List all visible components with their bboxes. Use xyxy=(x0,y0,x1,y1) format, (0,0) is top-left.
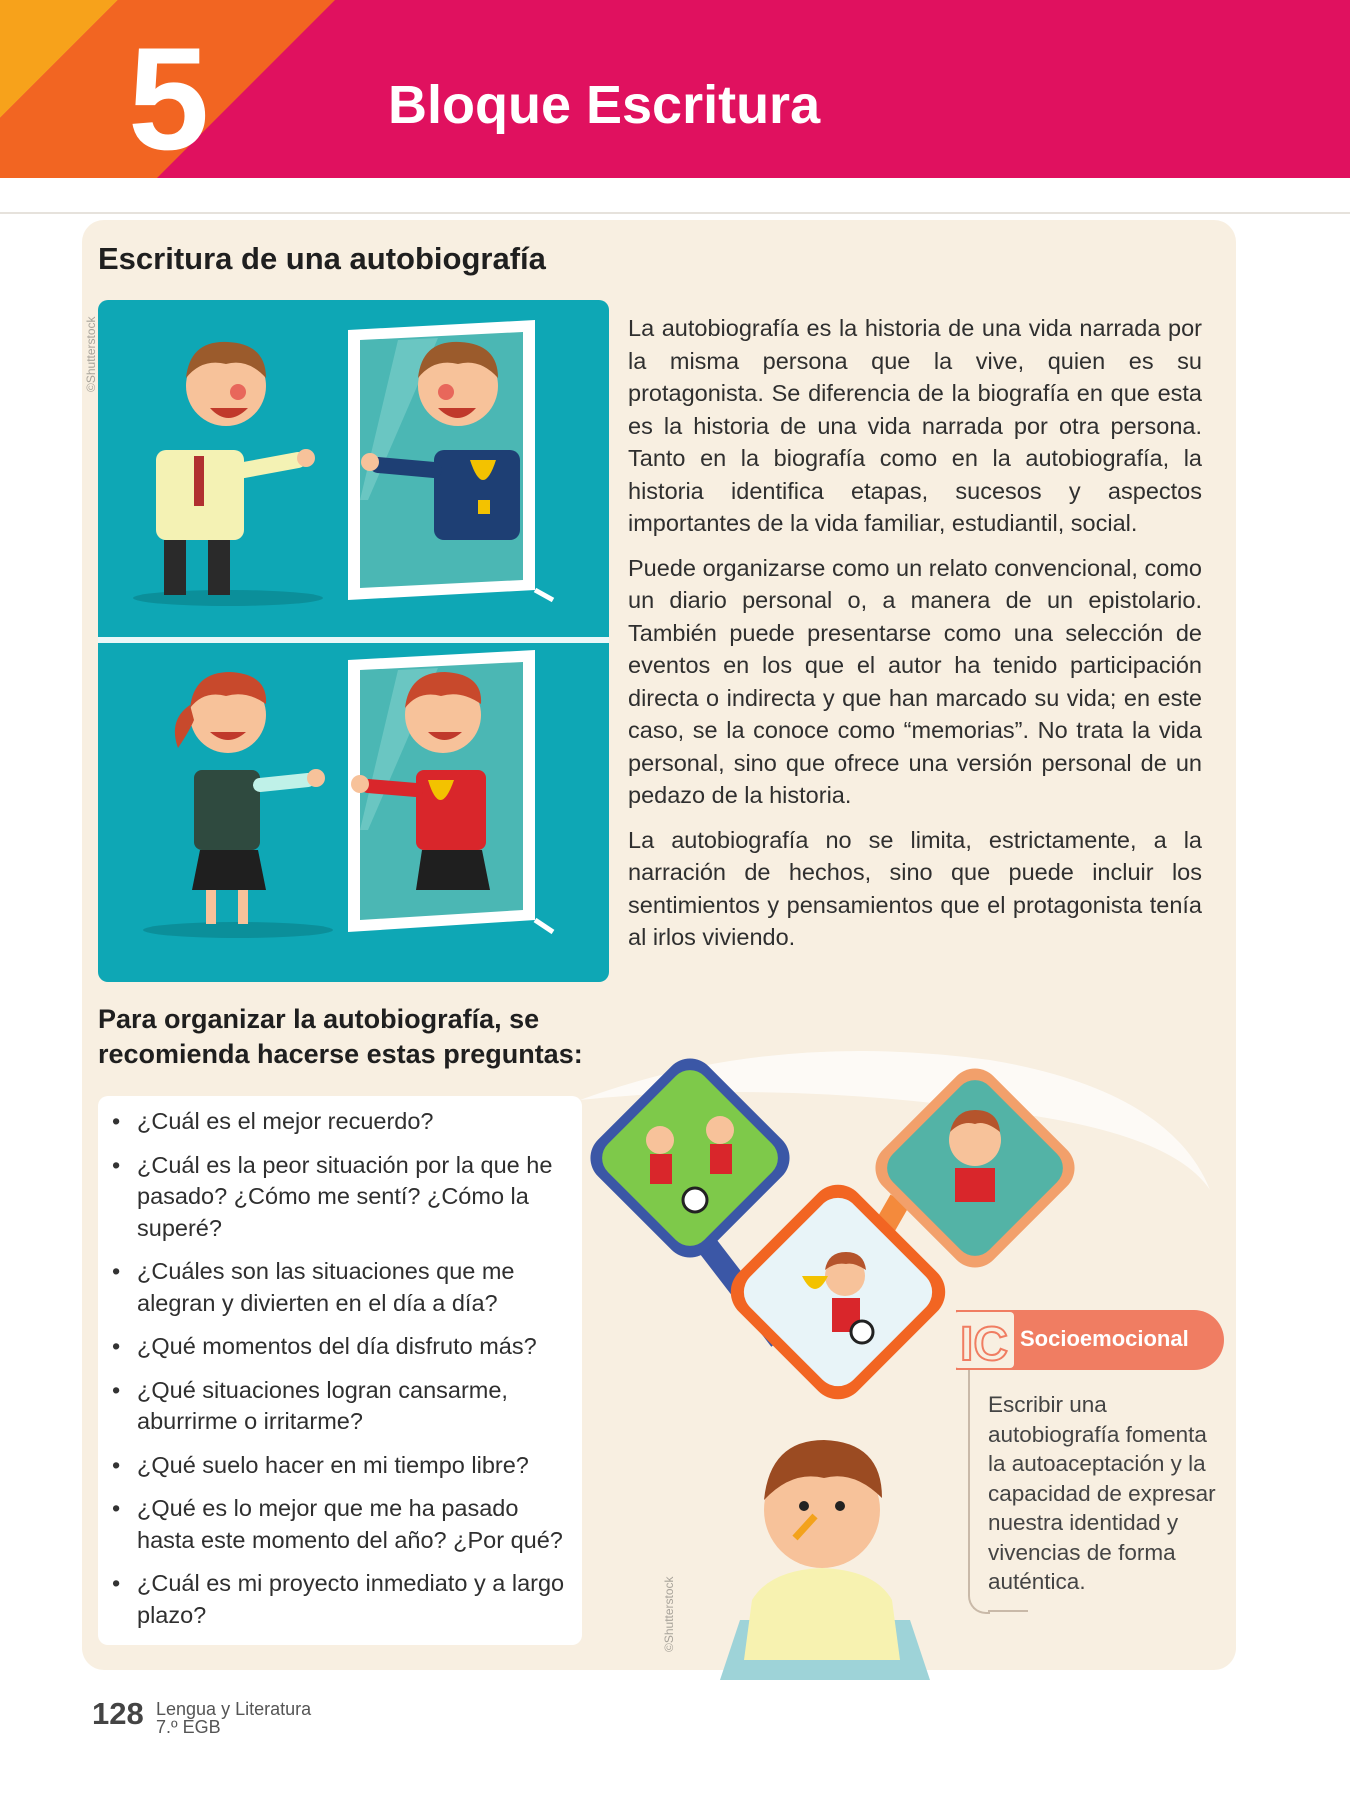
question-item: • ¿Cuáles son las situaciones que me alegran y divierten en el día a día? xyxy=(112,1256,582,1319)
section-body xyxy=(628,312,1202,966)
mirror-illustration xyxy=(98,300,609,982)
image-credit: ©Shutterstock xyxy=(84,316,98,392)
question-item: • ¿Cuál es el mejor recuerdo? xyxy=(112,1106,582,1138)
self-reflection-picture xyxy=(98,300,609,982)
illustration-credit: ©Shutterstock xyxy=(662,1576,676,1652)
socioemocional-bracket-end xyxy=(988,1610,1028,1612)
question-item: • ¿Cuál es mi proyecto inmediato y a largo plazo? xyxy=(112,1568,582,1631)
questions-list xyxy=(112,1106,582,1643)
socioemocional-title: Socioemocional xyxy=(1020,1326,1189,1351)
body-paragraph: La autobiografía no se limita, estrictamente, a la narración de hechos, sino que puede incluir los sentimientos y pensamientos que el protagonista tenía al irlos viviendo. xyxy=(628,826,1202,950)
chapter-number: 5 xyxy=(128,17,210,178)
footer-grade: 7.º EGB xyxy=(156,1717,221,1737)
ic-badge-label: IC xyxy=(960,1318,1008,1370)
question-item: • ¿Qué situaciones logran cansarme, aburrirme o irritarme? xyxy=(112,1375,582,1438)
socioemocional-bracket xyxy=(968,1370,990,1614)
question-item: • ¿Qué es lo mejor que me ha pasado hasta este momento del año? ¿Por qué? xyxy=(112,1493,582,1556)
body-paragraph: Puede organizarse como un relato convencional, como un diario personal o, a manera de un epistolario. También puede presentarse como una selección de eventos en los que el autor ha tenido participación directa o indirecta y que han marcado su vida; en este caso, se la conoce como “memorias”. No trata la vida personal, sino que ofrece una versión personal de un pedazo de la historia. xyxy=(628,554,1202,808)
footer-subject-block xyxy=(156,1700,311,1736)
chapter-title: Bloque Escritura xyxy=(388,75,821,135)
header-divider xyxy=(0,212,1350,214)
question-item: • ¿Qué suelo hacer en mi tiempo libre? xyxy=(112,1450,582,1482)
page-number: 128 xyxy=(92,1696,144,1731)
body-paragraph: La autobiografía es la historia de una vida narrada por la misma persona que la vive, quien es su protagonista. Se diferencia de la biografía en que esta es la historia de una vida narrada por otra persona. Tanto en la biografía como en la autobiografía, la historia identifica etapas, sucesos y aspectos importantes de la vida familiar, estudiantil, social. xyxy=(628,315,1202,536)
chapter-header xyxy=(0,0,1350,178)
ic-badge-icon xyxy=(952,1310,1016,1370)
footer-subject: Lengua y Literatura xyxy=(156,1699,312,1719)
questions-title: Para organizar la autobiografía, se recomienda hacerse estas preguntas: xyxy=(98,1004,583,1069)
question-item: • ¿Cuál es la peor situación por la que he pasado? ¿Cómo me sentí? ¿Cómo la superé? xyxy=(112,1150,582,1245)
socioemocional-text: Escribir una autobiografía fomenta la autoaceptación y la capacidad de expresar nuestra identidad y vivencias de forma auténtica. xyxy=(988,1392,1216,1594)
section-title: Escritura de una autobiografía xyxy=(98,241,546,276)
question-item: • ¿Qué momentos del día disfruto más? xyxy=(112,1331,582,1363)
